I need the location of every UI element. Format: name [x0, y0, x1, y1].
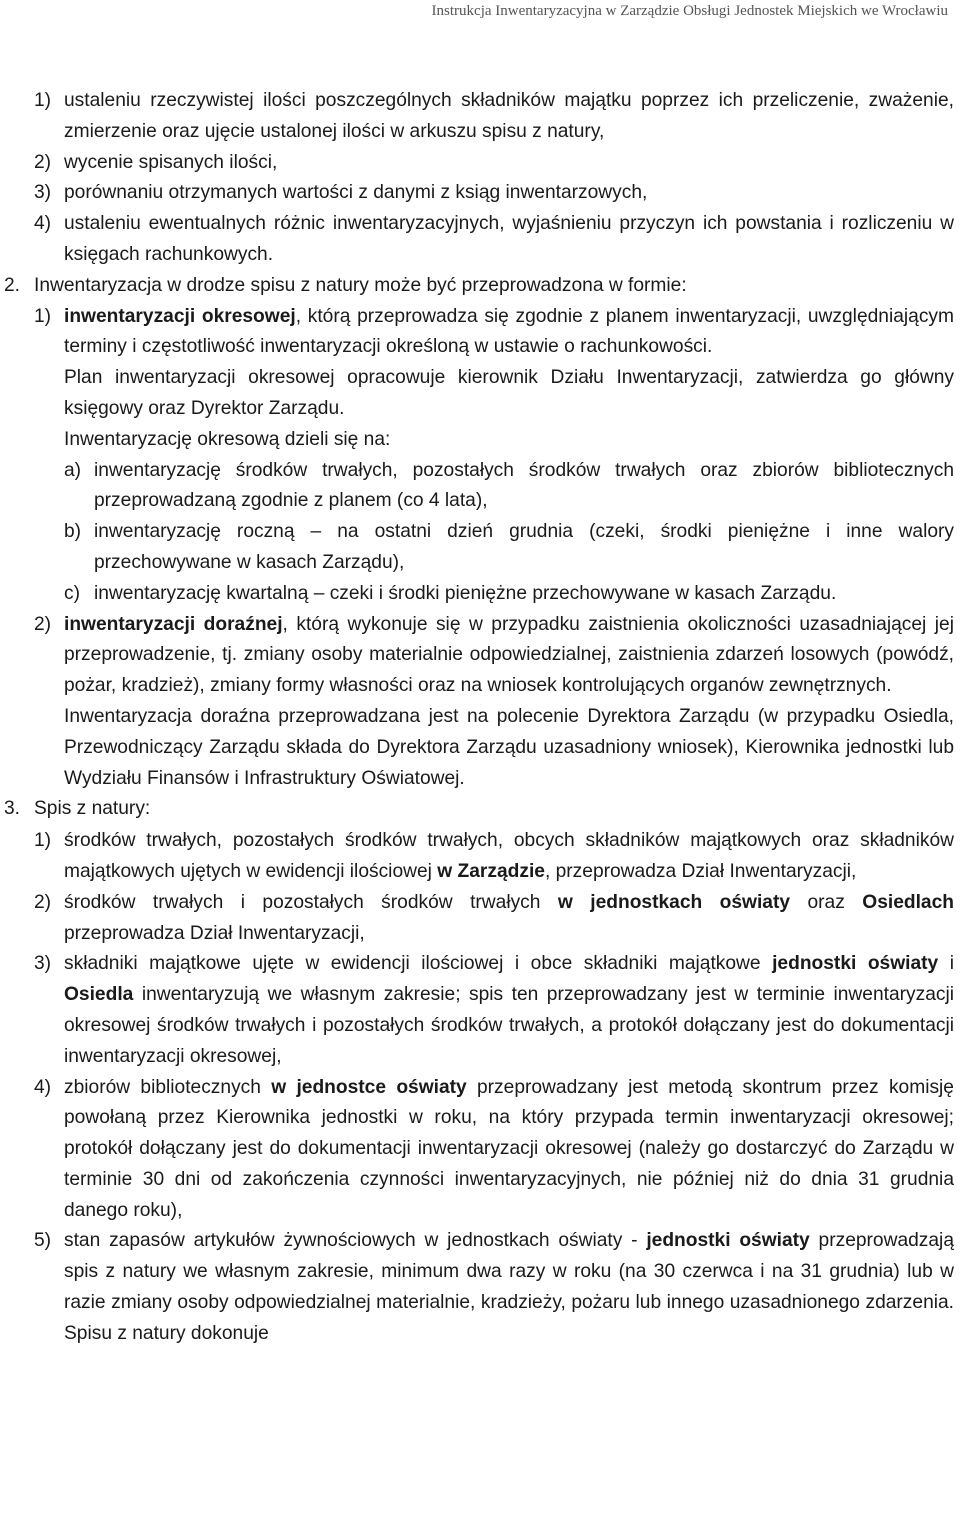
item-text	[64, 1073, 954, 1227]
section-number: 3.	[4, 798, 21, 820]
bold-term: w Zarządzie	[437, 860, 545, 882]
text-run: oraz	[790, 891, 863, 913]
item-rest: , którą wykonuje się w przypadku zaistnienia okoliczności uzasadniającej jej przeprowadzenie, tj. zmiany osoby materialnie odpowiedzialnej, zaistnienia zdarzeń losowych (powódź, pożar, kradzież), zmiany formy własności oraz na wniosek kontrolujących organów zewnętrznych.	[64, 613, 954, 697]
item-text: ustaleniu rzeczywistej ilości poszczególnych składników majątku poprzez ich przeliczenie, zważenie, zmierzenie oraz ujęcie ustalonej ilości w arkuszu spisu z natury,	[64, 90, 954, 142]
item-number: 2)	[34, 891, 52, 913]
page-header: Instrukcja Inwentaryzacyjna w Zarządzie Obsługi Jednostek Miejskich we Wrocławiu	[431, 3, 948, 19]
item-text	[64, 1226, 954, 1349]
text-run: i	[938, 953, 954, 975]
paragraph-text: Inwentaryzacja doraźna przeprowadzana jest na polecenie Dyrektora Zarządu (w przypadku Osiedla, Przewodniczący Zarządu składa do Dyrektora Zarządu uzasadniony wniosek), Kierownika jednostki lub Wydziału Finansów i Infrastruktury Oświatowej.	[64, 705, 954, 789]
text-run: przeprowadzany jest metodą skontrum przez komisję powołaną przez Kierownika jednostki w roku, na który przypada termin inwentaryzacji okresowej; protokół dołączany jest do dokumentacji inwentaryzacji okresowej (należy go dostarczyć do Zarządu w terminie 30 dni od zakończenia czynności inwentaryzacyjnych, nie później niż do dnia 31 grudnia danego roku),	[64, 1076, 954, 1221]
list-item	[0, 826, 960, 888]
sub-list-item	[0, 579, 960, 610]
item-text: inwentaryzację środków trwałych, pozostałych środków trwałych oraz zbiorów bibliotecznych przeprowadzaną zgodnie z planem (co 4 lata),	[94, 459, 954, 512]
section-text: Spis z natury:	[34, 798, 151, 820]
item-number: 1)	[34, 90, 52, 111]
bold-term: jednostki oświaty	[646, 1230, 810, 1252]
item-text	[64, 826, 954, 888]
item-text: inwentaryzację roczną – na ostatni dzień grudnia (czeki, środki pieniężne i inne walory przechowywane w kasach Zarządu),	[94, 521, 954, 573]
item-number: 1)	[34, 305, 52, 327]
list-item	[0, 86, 960, 148]
list-item	[0, 610, 960, 702]
item-number: 4)	[34, 1076, 52, 1098]
list-item	[0, 178, 960, 209]
section-2	[0, 271, 960, 302]
bold-term: jednostki oświaty	[772, 953, 939, 975]
list-item	[0, 1226, 960, 1349]
item-letter: b)	[64, 521, 82, 543]
document-body	[0, 86, 960, 1350]
item-number: 4)	[34, 213, 52, 235]
item-number: 3)	[34, 182, 52, 204]
item-letter: c)	[64, 582, 80, 604]
list-item	[0, 302, 960, 364]
text-run: składniki majątkowe ujęte w ewidencji ilościowej i obce składniki majątkowe	[64, 953, 773, 975]
sub-list-item	[0, 456, 960, 518]
bold-term: inwentaryzacji okresowej	[64, 305, 296, 327]
item-text	[64, 949, 954, 1072]
item-text	[64, 888, 954, 950]
bold-term: Osiedla	[64, 984, 134, 1006]
text-run: stan zapasów artykułów żywnościowych w jednostkach oświaty -	[64, 1230, 647, 1252]
list-item	[0, 949, 960, 1072]
item-number: 2)	[34, 613, 52, 635]
item-number: 1)	[34, 830, 52, 852]
text-run: zbiorów bibliotecznych	[64, 1076, 272, 1098]
bold-term: w jednostce oświaty	[271, 1076, 467, 1098]
list-item	[0, 148, 960, 179]
text-run: , przeprowadza Dział Inwentaryzacji,	[544, 860, 857, 882]
item-text	[64, 302, 954, 364]
text-run: środków trwałych, pozostałych środków trwałych, obcych składników majątkowych oraz składników majątkowych ujętych w ewidencji ilościowej	[64, 830, 954, 882]
bold-term: Osiedlach	[862, 891, 954, 913]
item-text: inwentaryzację kwartalną – czeki i środki pieniężne przechowywane w kasach Zarządu.	[94, 582, 837, 604]
item-text: porównaniu otrzymanych wartości z danymi z ksiąg inwentarzowych,	[64, 182, 648, 204]
bold-term: inwentaryzacji doraźnej	[64, 613, 283, 635]
item-number: 2)	[34, 151, 52, 173]
text-run: środków trwałych i pozostałych środków trwałych	[64, 891, 558, 913]
item-letter: a)	[64, 459, 82, 481]
section-text: Inwentaryzacja w drodze spisu z natury może być przeprowadzona w formie:	[34, 274, 687, 296]
paragraph	[0, 425, 960, 456]
item-text: wycenie spisanych ilości,	[64, 151, 278, 173]
paragraph-text: Plan inwentaryzacji okresowej opracowuje kierownik Działu Inwentaryzacji, zatwierdza go główny księgowy oraz Dyrektor Zarządu.	[64, 367, 954, 419]
paragraph-text: Inwentaryzację okresową dzieli się na:	[64, 428, 391, 450]
item-rest: , którą przeprowadza się zgodnie z planem inwentaryzacji, uwzględniającym terminy i częstotliwość inwentaryzacji określoną w ustawie o rachunkowości.	[64, 305, 954, 358]
item-text: ustaleniu ewentualnych różnic inwentaryzacyjnych, wyjaśnieniu przyczyn ich powstania i rozliczeniu w księgach rachunkowych.	[64, 213, 954, 265]
text-run: przeprowadzają spis z natury we własnym zakresie, minimum dwa razy w roku (na 30 czerwca i na 31 grudnia) lub w razie zmiany osoby odpowiedzialnej materialnie, kradzieży, pożaru lub innego uzasadnionego zdarzenia. Spisu z natury dokonuje	[64, 1230, 954, 1344]
item-text	[64, 610, 954, 702]
item-number: 5)	[34, 1230, 52, 1252]
section-number: 2.	[4, 274, 21, 296]
item-number: 3)	[34, 953, 52, 975]
sub-list-item	[0, 517, 960, 579]
list-item	[0, 209, 960, 271]
paragraph	[0, 702, 960, 794]
list-item	[0, 888, 960, 950]
section-3	[0, 794, 960, 825]
text-run: przeprowadza Dział Inwentaryzacji,	[64, 922, 365, 944]
paragraph	[0, 363, 960, 425]
list-item	[0, 1073, 960, 1227]
text-run: inwentaryzują we własnym zakresie; spis ten przeprowadzany jest w terminie inwentaryzacji okresowej środków trwałych i pozostałych środków trwałych, a protokół dołączany jest do dokumentacji inwentaryzacji okresowej,	[64, 984, 954, 1067]
bold-term: w jednostkach oświaty	[557, 891, 791, 913]
